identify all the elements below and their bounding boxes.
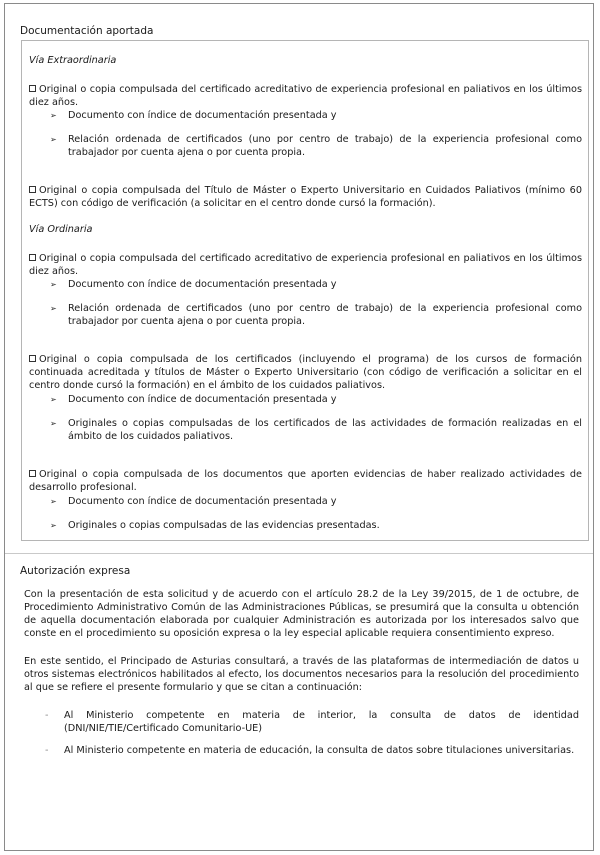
vo1-checkbox[interactable] xyxy=(29,254,36,261)
arrow-bullet-icon: ➢ xyxy=(50,395,57,404)
arrow-bullet-icon: ➢ xyxy=(50,111,57,120)
arrow-bullet-icon: ➢ xyxy=(50,497,57,506)
vo2-checkbox[interactable] xyxy=(29,355,36,362)
vo2-item xyxy=(29,353,582,392)
autorizacion-paragraph-1: Con la presentación de esta solicitud y de acuerdo con el artículo 28.2 de la Ley 39/2015, de 1 de octubre, de Procedimiento Administrativo Común de las Administraciones Públicas, se presumirá que la consulta u obtención de aquella documentación elaborada por cualquier Administración es autorizada por los interesados salvo que conste en el procedimiento su oposición expresa o la ley especial aplicable requiera consentimiento expreso. xyxy=(24,589,579,639)
vo1-text: Original o copia compulsada del certificado acreditativo de experiencia profesional en paliativos en los últimos diez años. xyxy=(29,253,582,277)
vo2-text: Original o copia compulsada de los certificados (incluyendo el programa) de los cursos de formación continuada acreditada y títulos de Máster o Experto Universitario (con código de verificación a solicitar en el centro donde cursó la formación) en el ámbito de los cuidados paliativos. xyxy=(29,354,582,391)
consulta-item-educacion: Al Ministerio competente en materia de educación, la consulta de datos sobre titulaciones universitarias. xyxy=(64,745,575,756)
section-title-documentacion: Documentación aportada xyxy=(20,25,154,37)
vo3-bullet-2: Originales o copias compulsadas de las evidencias presentadas. xyxy=(68,520,380,531)
ve1-item xyxy=(29,83,582,109)
dash-bullet-icon: - xyxy=(45,710,49,721)
section-divider xyxy=(5,553,593,554)
vo1-item xyxy=(29,252,582,278)
ve1-checkbox[interactable] xyxy=(29,85,36,92)
ve1-bullet-1: Documento con índice de documentación presentada y xyxy=(68,110,337,121)
section-title-autorizacion: Autorización expresa xyxy=(20,565,131,577)
ve1-bullet-2: Relación ordenada de certificados (uno por centro de trabajo) de la experiencia profesional como trabajador por cuenta ajena o por cuenta propia. xyxy=(68,134,582,158)
vo1-bullet-1: Documento con índice de documentación presentada y xyxy=(68,279,337,290)
via-ordinaria-heading: Vía Ordinaria xyxy=(29,224,93,235)
arrow-bullet-icon: ➢ xyxy=(50,521,57,530)
form-page xyxy=(4,3,594,851)
arrow-bullet-icon: ➢ xyxy=(50,304,57,313)
vo3-text: Original o copia compulsada de los documentos que aporten evidencias de haber realizado actividades de desarrollo profesional. xyxy=(29,469,582,493)
ve1-text: Original o copia compulsada del certificado acreditativo de experiencia profesional en paliativos en los últimos diez años. xyxy=(29,84,582,108)
vo3-bullet-1: Documento con índice de documentación presentada y xyxy=(68,496,337,507)
ve2-item xyxy=(29,184,582,210)
arrow-bullet-icon: ➢ xyxy=(50,135,57,144)
ve2-checkbox[interactable] xyxy=(29,186,36,193)
vo3-item xyxy=(29,468,582,494)
vo1-bullet-2: Relación ordenada de certificados (uno por centro de trabajo) de la experiencia profesional como trabajador por cuenta ajena o por cuenta propia. xyxy=(68,303,582,327)
arrow-bullet-icon: ➢ xyxy=(50,419,57,428)
autorizacion-paragraph-2: En este sentido, el Principado de Asturias consultará, a través de las plataformas de intermediación de datos u otros sistemas electrónicos habilitados al efecto, los documentos necesarios para la resolución del procedimiento al que se refiere el presente formulario y que se citan a continuación: xyxy=(24,656,579,693)
via-extraordinaria-heading: Vía Extraordinaria xyxy=(29,55,117,66)
consulta-item-interior: Al Ministerio competente en materia de interior, la consulta de datos de identidad (DNI/NIE/TIE/Certificado Comunitario-UE) xyxy=(64,710,579,734)
vo3-checkbox[interactable] xyxy=(29,470,36,477)
vo2-bullet-2: Originales o copias compulsadas de los certificados de las actividades de formación realizadas en el ámbito de los cuidados paliativos. xyxy=(68,418,582,442)
arrow-bullet-icon: ➢ xyxy=(50,280,57,289)
ve2-text: Original o copia compulsada del Título de Máster o Experto Universitario en Cuidados Paliativos (mínimo 60 ECTS) con código de verificación (a solicitar en el centro donde cursó la formación). xyxy=(29,185,582,209)
documentacion-box xyxy=(21,40,589,541)
vo2-bullet-1: Documento con índice de documentación presentada y xyxy=(68,394,337,405)
dash-bullet-icon: - xyxy=(45,745,49,756)
